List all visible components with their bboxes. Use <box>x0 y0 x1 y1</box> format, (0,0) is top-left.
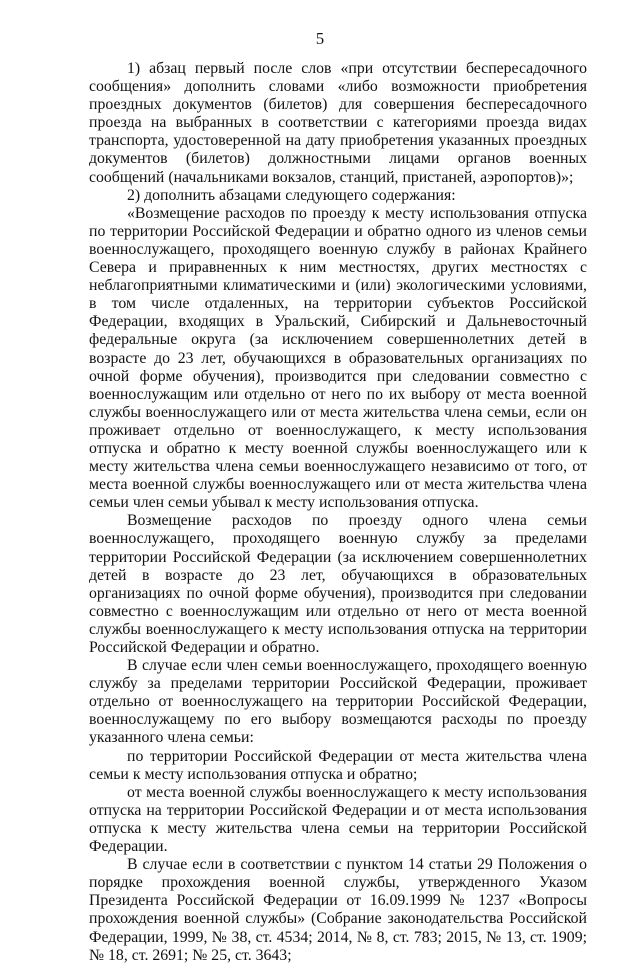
paragraph-item-1-amendment: 1) абзац первый после слов «при отсутствии беспересадочного сообщения» дополнить словами «либо возможности приобретения проездных документов (билетов) для совершения беспересадочного проезда на выбранных в соответствии с категориями проезда видах транспорта, удостоверенной на дату приобретения указанных проездных документов (билетов) должностными лицами органов военных сообщений (начальниками вокзалов, станций, пристаней, аэропортов)»; <box>89 60 587 186</box>
document-body <box>89 60 587 965</box>
paragraph-item-2-intro: 2) дополнить абзацами следующего содержания: <box>127 186 456 204</box>
paragraph-decree-reference: В случае если в соответствии с пунктом 14 статьи 29 Положения о порядке прохождения военной службы, утвержденного Указом Президента Российской Федерации от 16.09.1999 № 1237 «Вопросы прохождения военной службы» (Собрание законодательства Российской Федерации, 1999, № 38, ст. 4534; 2014, № 8, ст. 783; 2015, № 13, ст. 1909; № 18, ст. 2691; № 25, ст. 3643; <box>89 856 587 964</box>
paragraph-north-regions-reimbursement: «Возмещение расходов по проезду к месту использования отпуска по территории Российской Федерации и обратно одного из членов семьи военнослужащего, проходящего военную службу в районах Крайнего Севера и приравненных к ним местностях, других местностях с неблагоприятными климатическими и (или) экологическими условиями, в том числе отдаленных, на территории субъектов Российской Федерации, входящих в Уральский, Сибирский и Дальневосточный федеральные округа (за исключением совершеннолетних детей в возрасте до 23 лет, обучающихся в образовательных организациях по очной форме обучения), производится при следовании совместно с военнослужащим или отдельно от него по их выбору от места военной службы военнослужащего или от места жительства члена семьи, если он проживает отдельно от военнослужащего, к месту использования отпуска и обратно к месту военной службы военнослужащего или к месту жительства члена семьи военнослужащего независимо от того, от места военной службы военнослужащего или от места жительства члена семьи член семьи убывал к месту использования отпуска. <box>89 204 587 512</box>
paragraph-separate-residence: В случае если член семьи военнослужащего, проходящего военную службу за пределами территории Российской Федерации, проживает отдельно от военнослужащего на территории Российской Федерации, военнослужащему по его выбору возмещаются расходы по проезду указанного члена семьи: <box>89 657 587 747</box>
paragraph-abroad-service-reimbursement: Возмещение расходов по проезду одного члена семьи военнослужащего, проходящего военную службу за пределами территории Российской Федерации (за исключением совершеннолетних детей в возрасте до 23 лет, обучающихся в образовательных организациях по очной форме обучения), производится при следовании совместно с военнослужащим или отдельно от него от места военной службы военнослужащего к месту использования отпуска на территории Российской Федерации и обратно. <box>89 512 587 656</box>
paragraph-option-two: от места военной службы военнослужащего к месту использования отпуска на территории Российской Федерации и от места использования отпуска к месту жительства члена семьи на территории Российской Федерации. <box>89 783 587 856</box>
paragraph-option-one: по территории Российской Федерации от места жительства члена семьи к месту использования отпуска и обратно; <box>89 747 587 783</box>
page-number: 5 <box>315 29 325 48</box>
